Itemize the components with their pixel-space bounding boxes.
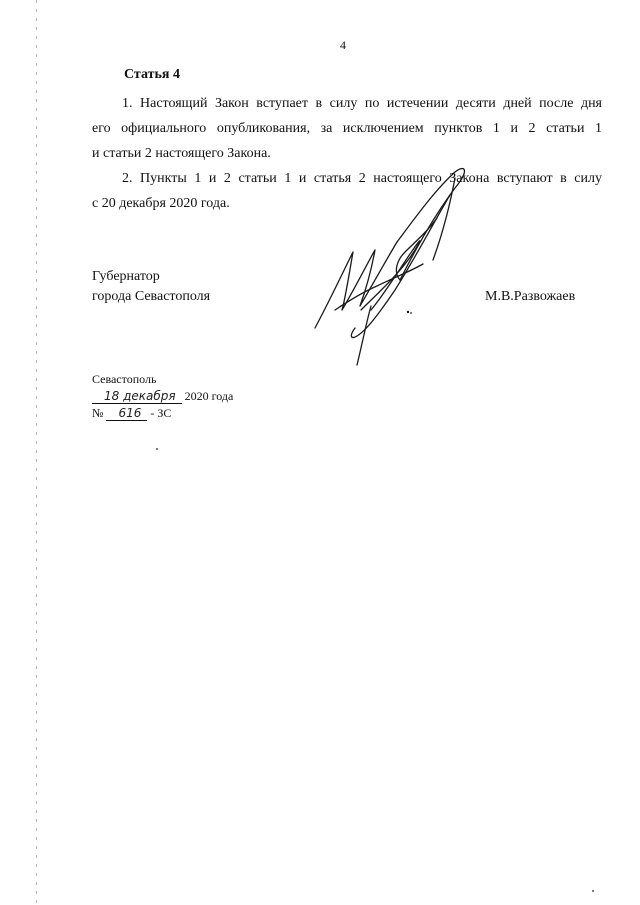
law-number-suffix: - ЗС bbox=[150, 406, 172, 420]
date-year: 2020 года bbox=[184, 389, 234, 403]
signatory-title-line-1: Губернатор bbox=[92, 269, 160, 284]
page-number: 4 bbox=[340, 38, 346, 52]
place-and-date-block bbox=[92, 371, 233, 422]
law-number-handwritten: 616 bbox=[106, 406, 147, 421]
article-heading: Статья 4 bbox=[124, 67, 180, 82]
paragraph-2-line-1: 2. Пункты 1 и 2 статьи 1 и статья 2 настоящего Закона вступают в силу bbox=[122, 171, 602, 186]
paragraph-1-line-1: 1. Настоящий Закон вступает в силу по истечении десяти дней после дня bbox=[122, 96, 602, 111]
article-paragraph-1 bbox=[92, 91, 602, 166]
signatory-title-line-2: города Севастополя bbox=[92, 289, 211, 304]
page-margin-line bbox=[36, 0, 37, 905]
date-handwritten: 18 декабря bbox=[92, 389, 182, 404]
handwritten-signature-icon bbox=[305, 160, 485, 370]
paragraph-2-line-2: с 20 декабря 2020 года. bbox=[92, 196, 230, 211]
signatory-name: М.В.Развожаев bbox=[485, 289, 576, 304]
law-number-line bbox=[92, 405, 233, 422]
place-city: Севастополь bbox=[92, 372, 157, 386]
scan-speck bbox=[592, 890, 594, 892]
law-number-prefix: № bbox=[92, 406, 104, 420]
signatory-title bbox=[92, 267, 210, 307]
paragraph-1-line-3: и статьи 2 настоящего Закона. bbox=[92, 146, 271, 161]
paragraph-1-line-2: его официального опубликования, за исключением пунктов 1 и 2 статьи 1 bbox=[92, 121, 602, 136]
date-line bbox=[92, 388, 233, 405]
scan-speck bbox=[410, 312, 412, 314]
scan-speck bbox=[156, 448, 158, 450]
